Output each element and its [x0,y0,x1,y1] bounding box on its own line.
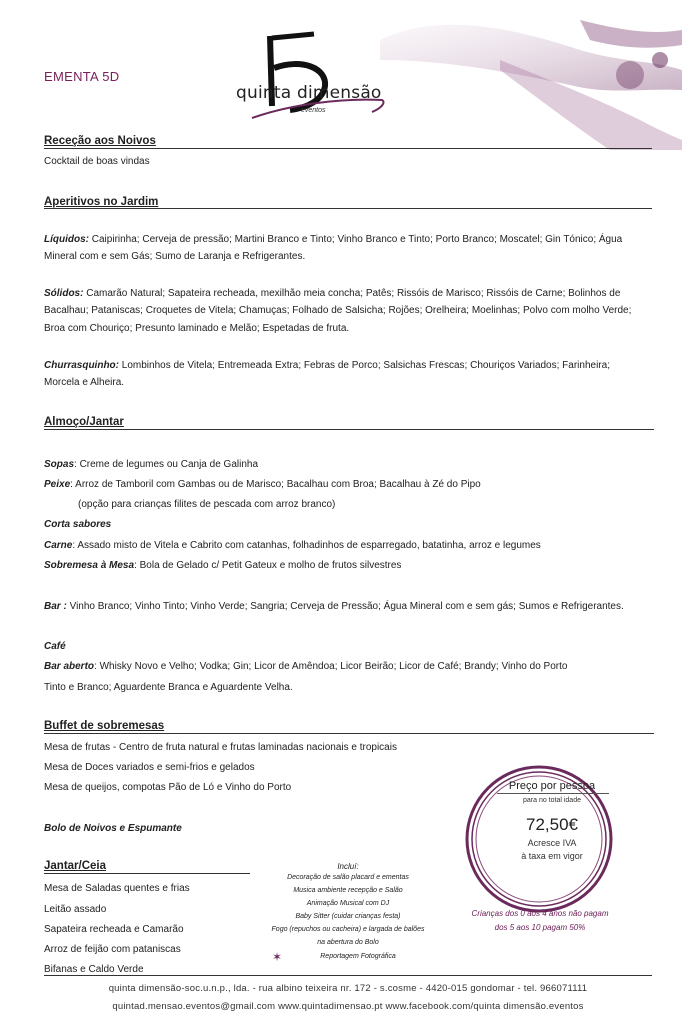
bar-aberto-text: : Whisky Novo e Velho; Vodka; Gin; Licor de Amêndoa; Licor Beirão; Licor de Café; Brandy; Vinho do Porto [94,661,568,672]
price-iva-line-1: Acresce IVA [527,838,577,848]
footer-address: quinta dimensão-soc.u.n.p., lda. - rua albino teixeira nr. 172 - s.cosme - 4420-015 gondomar - tel. 966071111 [108,983,588,994]
section-divider [44,873,250,874]
bar-label: Bar : [44,601,67,612]
incluí-item: Baby Sitter (cuidar crianças festa) [295,913,401,920]
incluí-item: Animação Musical com DJ [306,900,390,907]
cafe-line: Café [44,641,66,652]
sopas-label: Sopas [44,459,75,470]
churrasquinho-label: Churrasquinho: [44,360,119,371]
kids-note-line-2: dos 5 aos 10 pagam 50% [494,923,586,932]
ceia-item: Leitão assado [44,904,107,915]
peixe-text: : Arroz de Tamboril com Gambas ou de Marisco; Bacalhau com Broa; Bacalhau à Zé do Pipo [70,479,481,490]
corta-sabores: Corta sabores [44,519,112,530]
menu-title: EMENTA 5D [44,69,120,84]
peixe-label: Peixe [44,479,71,490]
section-title-buffet: Buffet de sobremesas [44,720,165,732]
bar-aberto-line-2: Tinto e Branco; Aguardente Branca e Aguardente Velha. [44,682,293,693]
churrasquinho-text: Lombinhos de Vitela; Entremeada Extra; Febras de Porco; Salsichas Frescas; Chouriços Variados; Farinheira; [119,360,610,371]
ceia-item: Sapateira recheada e Camarão [44,924,184,935]
price-badge-subtitle: para no total idade [523,797,581,804]
footer-contacts: quintad.mensao.eventos@gmail.com www.quintadimensao.pt www.facebook.com/quinta dimensão.eventos [112,1001,584,1012]
buffet-line-1: Mesa de frutas - Centro de fruta natural e frutas laminadas nacionais e tropicais [44,742,397,753]
price-badge-divider [497,793,609,794]
incluí-item: Musica ambiente recepção e Salão [293,887,403,894]
price-value: 72,50€ [526,815,578,834]
carne-label: Carne [44,540,73,551]
price-badge-title: Preço por pessoa [508,780,596,792]
solidos-line-1 [44,288,620,300]
kids-note-line-1: Crianças dos 0 aos 4 anos não pagam [471,909,609,918]
bolo-line: Bolo de Noivos e Espumante [44,823,182,834]
bar-aberto-label: Bar aberto [44,661,95,672]
carne-line [44,540,541,552]
star-icon: ✶ [272,950,283,964]
liquidos-label: Líquidos: [44,234,89,245]
solidos-line-2: Bacalhau; Pataniscas; Croquetes de Vitela; Chamuças; Folhado de Salsicha; Rojões; Orelheira; Moelinhas; Polvo com molho Verde; [44,305,632,316]
incluí-item: Fogo (repuchos ou cacheira) e largada de balões [271,926,425,933]
sopas-line [44,459,258,471]
section-divider [44,429,654,430]
carne-text: : Assado misto de Vitela e Cabrito com catanhas, folhadinhos de esparregado, batatinha, arroz e legumes [72,540,541,551]
price-iva-line-2: à taxa em vigor [521,851,583,861]
section-title-almoco: Almoço/Jantar [44,416,124,428]
sobremesa-line [44,560,401,572]
solidos-text: Camarão Natural; Sapateira recheada, mexilhão meia concha; Patês; Rissóis de Marisco; Rissóis de Carne; Bolinhos de [83,288,621,299]
sobremesa-label: Sobremesa à Mesa [44,560,135,571]
buffet-line-3: Mesa de queijos, compotas Pão de Ló e Vinho do Porto [44,782,292,793]
incluí-item: Reportagem Fotográfica [320,953,396,960]
ceia-item: Bifanas e Caldo Verde [44,964,144,975]
churrasquinho-line-2: Morcela e Alheira. [44,377,125,388]
ceia-item: Mesa de Saladas quentes e frias [44,883,190,894]
churrasquinho-line-1 [44,360,610,372]
footer-divider [44,975,652,976]
section-divider [44,148,652,149]
section-divider [44,733,654,734]
peixe-line [44,479,481,491]
sopas-text: : Creme de legumes ou Canja de Galinha [74,459,259,470]
bar-line [44,601,624,613]
section-title-ceia: Jantar/Ceia [44,860,107,872]
section-title-aperitivos: Aperitivos no Jardim [44,196,159,208]
logo-subtitle: eventos [301,107,326,114]
liquidos-line-1 [44,234,622,246]
bar-aberto-line-1 [44,661,567,673]
section-divider [44,208,652,209]
ceia-item: Arroz de feijão com pataniscas [44,944,181,955]
peixe-note: (opção para crianças filites de pescada com arroz branco) [78,499,336,510]
incluí-title: Incluí: [337,862,359,871]
incluí-item: Decoração de salão placard e ementas [287,874,409,881]
rececao-line: Cocktail de boas vindas [44,156,150,167]
sobremesa-text: : Bola de Gelado c/ Petit Gateux e molho de frutos silvestres [134,560,402,571]
bar-text: Vinho Branco; Vinho Tinto; Vinho Verde; Sangria; Cerveja de Pressão; Água Mineral com e sem gás; Sumos e Refrigerantes. [66,601,624,612]
liquidos-line-2: Mineral com e sem Gás; Sumo de Laranja e Refrigerantes. [44,251,306,262]
incluí-item: na abertura do Bolo [317,939,379,946]
logo-wordmark: quinta dimensão [236,83,382,103]
solidos-line-3: Broa com Chouriço; Presunto laminado e Melão; Espetadas de fruta. [44,323,350,334]
decorative-splash [380,0,682,150]
buffet-line-2: Mesa de Doces variados e semi-frios e gelados [44,762,255,773]
solidos-label: Sólidos: [44,288,84,299]
liquidos-text: Caipirinha; Cerveja de pressão; Martini Branco e Tinto; Vinho Branco e Tinto; Porto Branco; Moscatel; Gin Tónico; Água [89,234,623,245]
section-title-rececao: Receção aos Noivos [44,135,156,147]
